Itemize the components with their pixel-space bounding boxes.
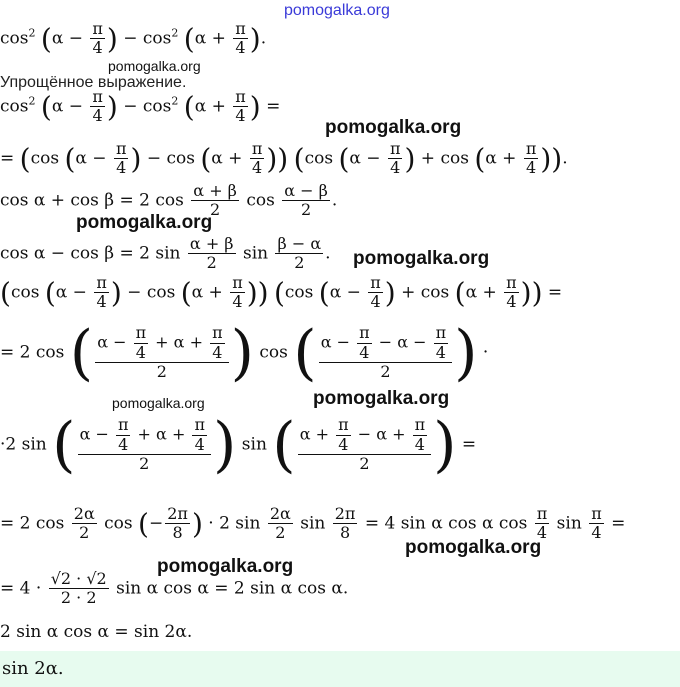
watermark: pomogalka.org — [325, 117, 462, 138]
step-5: (cos (α − $\frac{\pi}{4}$ ) − cos (α + $\frac{\pi}{4}$ )) (cos (α − $\frac{\pi}{4}$ ) + cos (α + $\frac{\pi}{4}$ )) = — [0, 273, 563, 312]
step-6: = 2 cos ( α − $\frac{\pi}{4}$ + α + $\frac{\pi}{4}$ 2 ) cos ( α − $\frac{\pi}{4}$ − α − $\frac{\pi}{4}$ 2 ) · — [0, 318, 489, 388]
answer-box: sin 2α. — [0, 651, 680, 687]
watermark: pomogalka.org — [108, 58, 201, 74]
step-3: cos α + cos β = 2 cos $\frac{\alpha + \beta}{2}$ cos $\frac{\alpha - \beta}{2}$ . — [0, 181, 338, 220]
step-8: = 2 cos $\frac{2\alpha}{2}$ cos (− $\frac{2\pi}{8}$ ) · 2 sin $\frac{2\alpha}{2}$ sin $\frac{2\pi}{8}$ = 4 sin α cos α cos $\frac{\pi}{4}$ sin $\frac{\pi}{4}$ = — [0, 504, 626, 543]
watermark: pomogalka.org — [76, 212, 213, 233]
problem-expression: $\cos^2 (\alpha$ − $\frac{\pi}{4}$ ) − $\cos^2 (\alpha$ + $\frac{\pi}{4}$ ). — [0, 19, 267, 58]
watermark: pomogalka.org — [405, 537, 542, 558]
simplified-label: Упрощённое выражение. — [0, 74, 187, 91]
watermark-top: pomogalka.org — [284, 2, 390, 19]
watermark: pomogalka.org — [157, 556, 294, 577]
watermark: pomogalka.org — [353, 248, 490, 269]
step-10: 2 sin α cos α = sin 2α. — [0, 622, 193, 642]
step-2: = (cos (α − $\frac{\pi}{4}$ ) − cos (α + $\frac{\pi}{4}$ )) (cos (α − $\frac{\pi}{4}$ ) + cos (α + $\frac{\pi}{4}$ )). — [0, 139, 568, 178]
step-9: = 4 · $\frac{√2 \cdot √2}{2 \cdot 2}$ sin α cos α = 2 sin α cos α. — [0, 569, 349, 608]
step-4: cos α − cos β = 2 sin $\frac{\alpha + \beta}{2}$ sin $\frac{\beta - \alpha}{2}$ . — [0, 234, 331, 273]
watermark: pomogalka.org — [313, 388, 450, 409]
step-7: ·2 sin ( α − $\frac{\pi}{4}$ + α + $\frac{\pi}{4}$ 2 ) sin ( α + $\frac{\pi}{4}$ − α + $\frac{\pi}{4}$ 2 ) = — [0, 410, 477, 480]
watermark: pomogalka.org — [112, 395, 205, 411]
step-1: $\cos^2 (\alpha$ − $\frac{\pi}{4}$ ) − $\cos^2 (\alpha$ + $\frac{\pi}{4}$ ) = — [0, 87, 281, 126]
